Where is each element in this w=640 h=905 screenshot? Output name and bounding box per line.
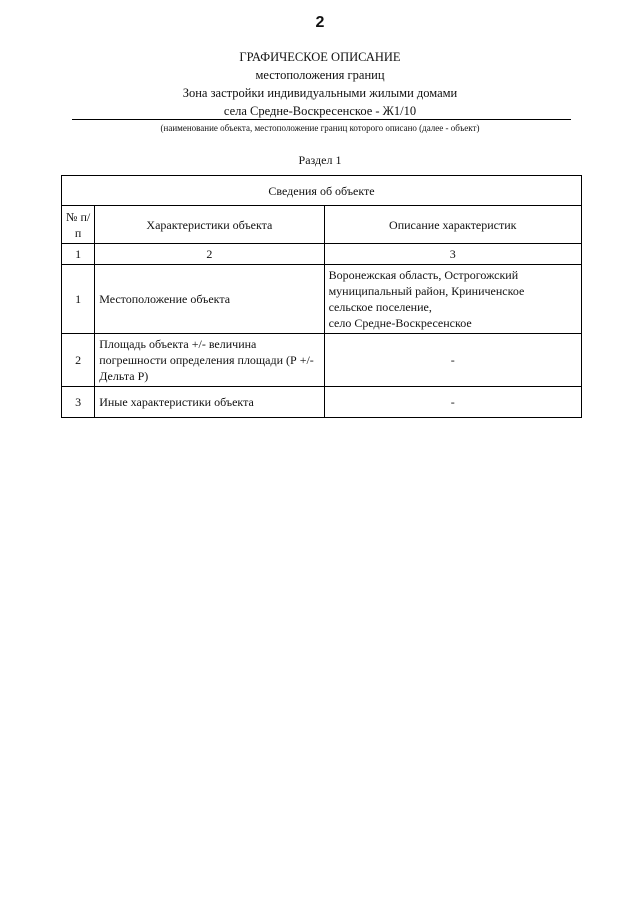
title-zone-name: Зона застройки индивидуальными жилыми домами (182, 86, 458, 100)
section-title: Раздел 1 (298, 153, 342, 167)
table-row (62, 265, 582, 334)
title-subject: местоположения границ (255, 68, 385, 82)
column-number-3: 3 (324, 244, 581, 265)
title-locality: села Средне-Воскресенское - Ж1/10 (223, 104, 417, 118)
title-caption: (наименование объекта, местоположение границ которого описано (далее - объект) (160, 123, 480, 133)
table-title-row (62, 176, 582, 206)
description-line: сельское поселение, (328, 300, 432, 314)
page-number: 2 (315, 14, 325, 31)
title-underline (72, 119, 571, 120)
row-description: - (324, 387, 581, 418)
table-row (62, 387, 582, 418)
column-header-number: № п/п (62, 206, 95, 244)
object-info-table (61, 175, 582, 418)
table-row (62, 334, 582, 387)
row-characteristic: Местоположение объекта (95, 265, 324, 334)
description-line: Воронежская область, Острогожский (328, 268, 519, 282)
row-number: 1 (62, 265, 95, 334)
column-number-row (62, 244, 582, 265)
row-characteristic: Площадь объекта +/- величина погрешности определения площади (Р +/- Дельта Р) (95, 334, 324, 387)
row-description: - (324, 334, 581, 387)
column-header-characteristic: Характеристики объекта (95, 206, 324, 244)
row-number: 2 (62, 334, 95, 387)
column-header-row (62, 206, 582, 244)
title-block (0, 48, 640, 120)
document-title: ГРАФИЧЕСКОЕ ОПИСАНИЕ (239, 50, 401, 64)
column-number-2: 2 (95, 244, 324, 265)
row-description (324, 265, 581, 334)
table-title: Сведения об объекте (62, 176, 582, 206)
row-characteristic: Иные характеристики объекта (95, 387, 324, 418)
row-number: 3 (62, 387, 95, 418)
description-line: муниципальный район, Криниченское (328, 284, 525, 298)
column-number-1: 1 (62, 244, 95, 265)
column-header-description: Описание характеристик (324, 206, 581, 244)
description-line: село Средне-Воскресенское (328, 316, 472, 330)
